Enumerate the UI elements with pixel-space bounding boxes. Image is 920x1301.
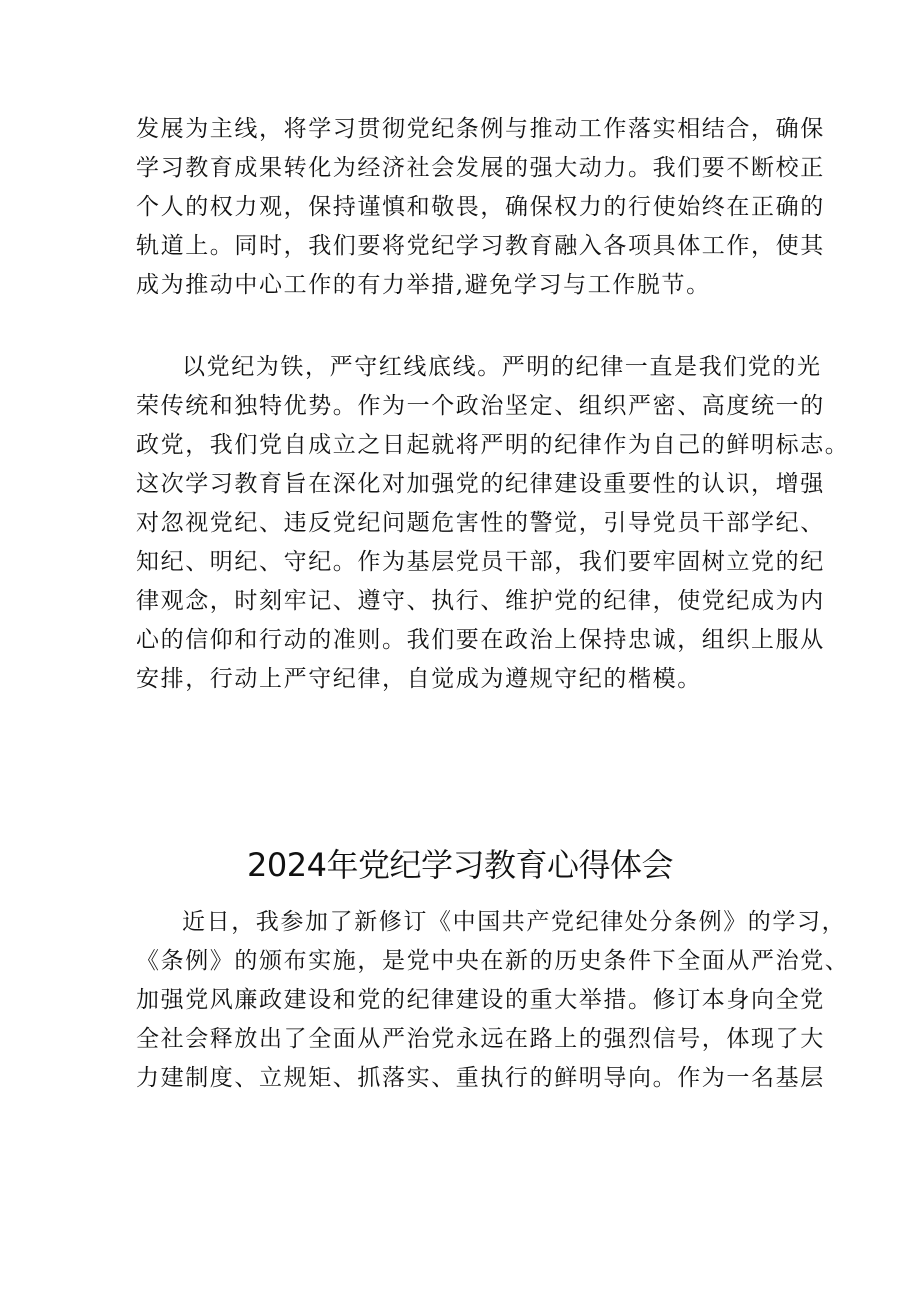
paragraph-line: 《条例》的颁布实施，是党中央在新的历史条件下全面从严治党、 (136, 948, 850, 974)
paragraph-1 (136, 110, 825, 305)
paragraph-2 (136, 348, 850, 699)
paragraph-line: 个人的权力观，保持谨慎和敬畏，确保权力的行使始终在正确的 (136, 194, 825, 220)
paragraph-line: 政党，我们党自成立之日起就将严明的纪律作为自己的鲜明标志。 (136, 432, 850, 458)
paragraph-line: 发展为主线，将学习贯彻党纪条例与推动工作落实相结合，确保 (136, 116, 825, 142)
paragraph-line: 以党纪为铁，严守红线底线。严明的纪律一直是我们党的光 (182, 354, 822, 380)
paragraph-line: 知纪、明纪、守纪。作为基层党员干部，我们要牢固树立党的纪 (136, 549, 825, 575)
paragraph-3 (136, 903, 850, 1098)
paragraph-line: 成为推动中心工作的有力举措,避免学习与工作脱节。 (136, 272, 711, 298)
paragraph-line: 律观念，时刻牢记、遵守、执行、维护党的纪律，使党纪成为内 (136, 588, 825, 614)
paragraph-line: 心的信仰和行动的准则。我们要在政治上保持忠诚，组织上服从 (136, 627, 825, 653)
paragraph-line: 力建制度、立规矩、抓落实、重执行的鲜明导向。作为一名基层 (136, 1065, 825, 1091)
paragraph-line: 轨道上。同时，我们要将党纪学习教育融入各项具体工作，使其 (136, 233, 825, 259)
section-title: 2024年党纪学习教育心得体会 (247, 846, 673, 884)
paragraph-line: 荣传统和独特优势。作为一个政治坚定、组织严密、高度统一的 (136, 393, 825, 419)
paragraph-line: 学习教育成果转化为经济社会发展的强大动力。我们要不断校正 (136, 155, 825, 181)
paragraph-line: 加强党风廉政建设和党的纪律建设的重大举措。修订本身向全党 (136, 987, 825, 1013)
paragraph-line: 全社会释放出了全面从严治党永远在路上的强烈信号，体现了大 (136, 1026, 825, 1052)
paragraph-line: 安排，行动上严守纪律，自觉成为遵规守纪的楷模。 (136, 666, 702, 692)
paragraph-line: 这次学习教育旨在深化对加强党的纪律建设重要性的认识，增强 (136, 471, 825, 497)
paragraph-line: 对忽视党纪、违反党纪问题危害性的警觉，引导党员干部学纪、 (136, 510, 825, 536)
paragraph-line: 近日，我参加了新修订《中国共产党纪律处分条例》的学习， (182, 909, 847, 935)
